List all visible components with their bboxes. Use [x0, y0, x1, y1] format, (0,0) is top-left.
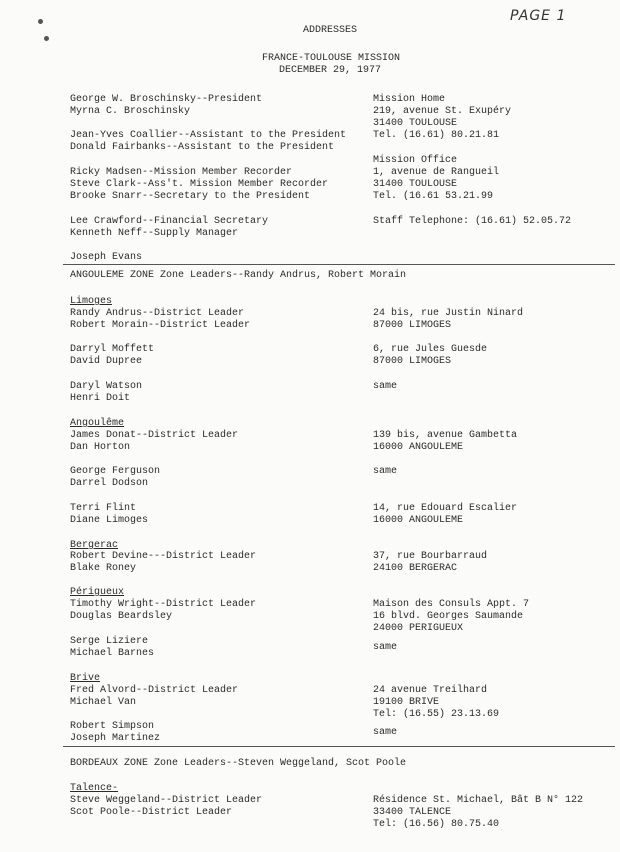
talence-a-addr2: 33400 TALENCE: [373, 807, 452, 818]
perigueux-a2: Douglas Beardsley: [70, 611, 173, 622]
bergerac-a-addr2: 24100 BERGERAC: [373, 563, 458, 574]
limoges-b2: David Dupree: [70, 356, 143, 367]
limoges-b-addr1: 6, rue Jules Guesde: [373, 344, 488, 355]
divider: [63, 746, 615, 747]
talence-a-addr1: Résidence St. Michael, Bât B N° 122: [373, 795, 584, 806]
brive-a-addr2: 19100 BRIVE: [373, 697, 440, 708]
angouleme-c2: Diane Limoges: [70, 515, 149, 526]
angouleme-a2: Dan Horton: [70, 442, 131, 453]
angouleme-c1: Terri Flint: [70, 503, 137, 514]
brive-a1: Fred Alvord--District Leader: [70, 685, 239, 696]
mission-name: FRANCE-TOULOUSE MISSION: [262, 53, 401, 64]
angouleme-a-addr2: 16000 ANGOULEME: [373, 442, 464, 453]
divider: [63, 264, 615, 265]
brive-b-addr: same: [373, 727, 398, 738]
doc-title: ADDRESSES: [303, 25, 358, 36]
perigueux-a1: Timothy Wright--District Leader: [70, 599, 257, 610]
talence-a1: Steve Weggeland--District Leader: [70, 795, 263, 806]
angouleme-b-addr: same: [373, 466, 398, 477]
limoges-c1: Daryl Watson: [70, 381, 143, 392]
staff-evans: Joseph Evans: [70, 252, 143, 263]
limoges-a2: Robert Morain--District Leader: [70, 320, 251, 331]
mission-home-line2: 31400 TOULOUSE: [373, 118, 458, 129]
doc-date: DECEMBER 29, 1977: [279, 65, 382, 76]
limoges-c2: Henri Doit: [70, 393, 131, 404]
staff-ap2: Donald Fairbanks--Assistant to the President: [70, 142, 335, 153]
city-limoges: Limoges: [70, 296, 113, 307]
angouleme-b1: George Ferguson: [70, 466, 161, 477]
bergerac-a-addr1: 37, rue Bourbarraud: [373, 551, 488, 562]
staff-telephone: Staff Telephone: (16.61) 52.05.72: [373, 216, 572, 227]
city-talence: Talence-: [70, 783, 119, 794]
bergerac-a1: Robert Devine---District Leader: [70, 551, 257, 562]
staff-recorder: Ricky Madsen--Mission Member Recorder: [70, 167, 293, 178]
angouleme-b2: Darrel Dodson: [70, 478, 149, 489]
angouleme-c-addr2: 16000 ANGOULEME: [373, 515, 464, 526]
perigueux-b-addr: same: [373, 642, 398, 653]
limoges-a-addr1: 24 bis, rue Justin Ninard: [373, 308, 524, 319]
punch-hole: [38, 19, 43, 24]
angouleme-a1: James Donat--District Leader: [70, 430, 239, 441]
punch-hole: [44, 36, 49, 41]
city-angouleme: Angoulême: [70, 418, 125, 429]
mission-office-line1: 1, avenue de Rangueil: [373, 167, 500, 178]
perigueux-a-addr1: Maison des Consuls Appt. 7: [373, 599, 530, 610]
city-brive: Brive: [70, 673, 101, 684]
mission-office-tel: Tel. (16.61 53.21.99: [373, 191, 494, 202]
staff-president: George W. Broschinsky--President: [70, 94, 263, 105]
mission-office-line2: 31400 TOULOUSE: [373, 179, 458, 190]
bergerac-a2: Blake Roney: [70, 563, 137, 574]
staff-supply: Kenneth Neff--Supply Manager: [70, 228, 239, 239]
talence-a-tel: Tel: (16.56) 80.75.40: [373, 819, 500, 830]
staff-asst-recorder: Steve Clark--Ass't. Mission Member Recorder: [70, 179, 329, 190]
angouleme-a-addr1: 139 bis, avenue Gambetta: [373, 430, 518, 441]
mission-home-tel: Tel. (16.61) 80.21.81: [373, 130, 500, 141]
perigueux-b2: Michael Barnes: [70, 648, 155, 659]
limoges-c-addr: same: [373, 381, 398, 392]
bordeaux-zone-heading: BORDEAUX ZONE Zone Leaders--Steven Weggeland, Scot Poole: [70, 758, 407, 769]
mission-home-label: Mission Home: [373, 94, 446, 105]
limoges-a1: Randy Andrus--District Leader: [70, 308, 245, 319]
limoges-b-addr2: 87000 LIMOGES: [373, 356, 452, 367]
staff-ap1: Jean-Yves Coallier--Assistant to the President: [70, 130, 347, 141]
brive-a2: Michael Van: [70, 697, 137, 708]
limoges-a-addr2: 87000 LIMOGES: [373, 320, 452, 331]
brive-b1: Robert Simpson: [70, 721, 155, 732]
brive-a-tel: Tel: (16.55) 23.13.69: [373, 709, 500, 720]
staff-financial: Lee Crawford--Financial Secretary: [70, 216, 269, 227]
perigueux-a-addr3: 24000 PERIGUEUX: [373, 623, 464, 634]
limoges-b1: Darryl Moffett: [70, 344, 155, 355]
angouleme-c-addr1: 14, rue Edouard Escalier: [373, 503, 518, 514]
city-bergerac: Bergerac: [70, 540, 119, 551]
brive-a-addr1: 24 avenue Treilhard: [373, 685, 488, 696]
angouleme-zone-heading: ANGOULEME ZONE Zone Leaders--Randy Andrus, Robert Morain: [70, 270, 407, 281]
handwritten-page-note: PAGE 1: [510, 8, 567, 24]
staff-wife: Myrna C. Broschinsky: [70, 106, 191, 117]
perigueux-b1: Serge Liziere: [70, 636, 149, 647]
perigueux-a-addr2: 16 blvd. Georges Saumande: [373, 611, 524, 622]
staff-secretary: Brooke Snarr--Secretary to the President: [70, 191, 311, 202]
mission-office-label: Mission Office: [373, 155, 458, 166]
brive-b2: Joseph Martinez: [70, 733, 161, 744]
mission-home-line1: 219, avenue St. Exupéry: [373, 106, 512, 117]
city-perigueux: Périgueux: [70, 587, 125, 598]
talence-a2: Scot Poole--District Leader: [70, 807, 233, 818]
